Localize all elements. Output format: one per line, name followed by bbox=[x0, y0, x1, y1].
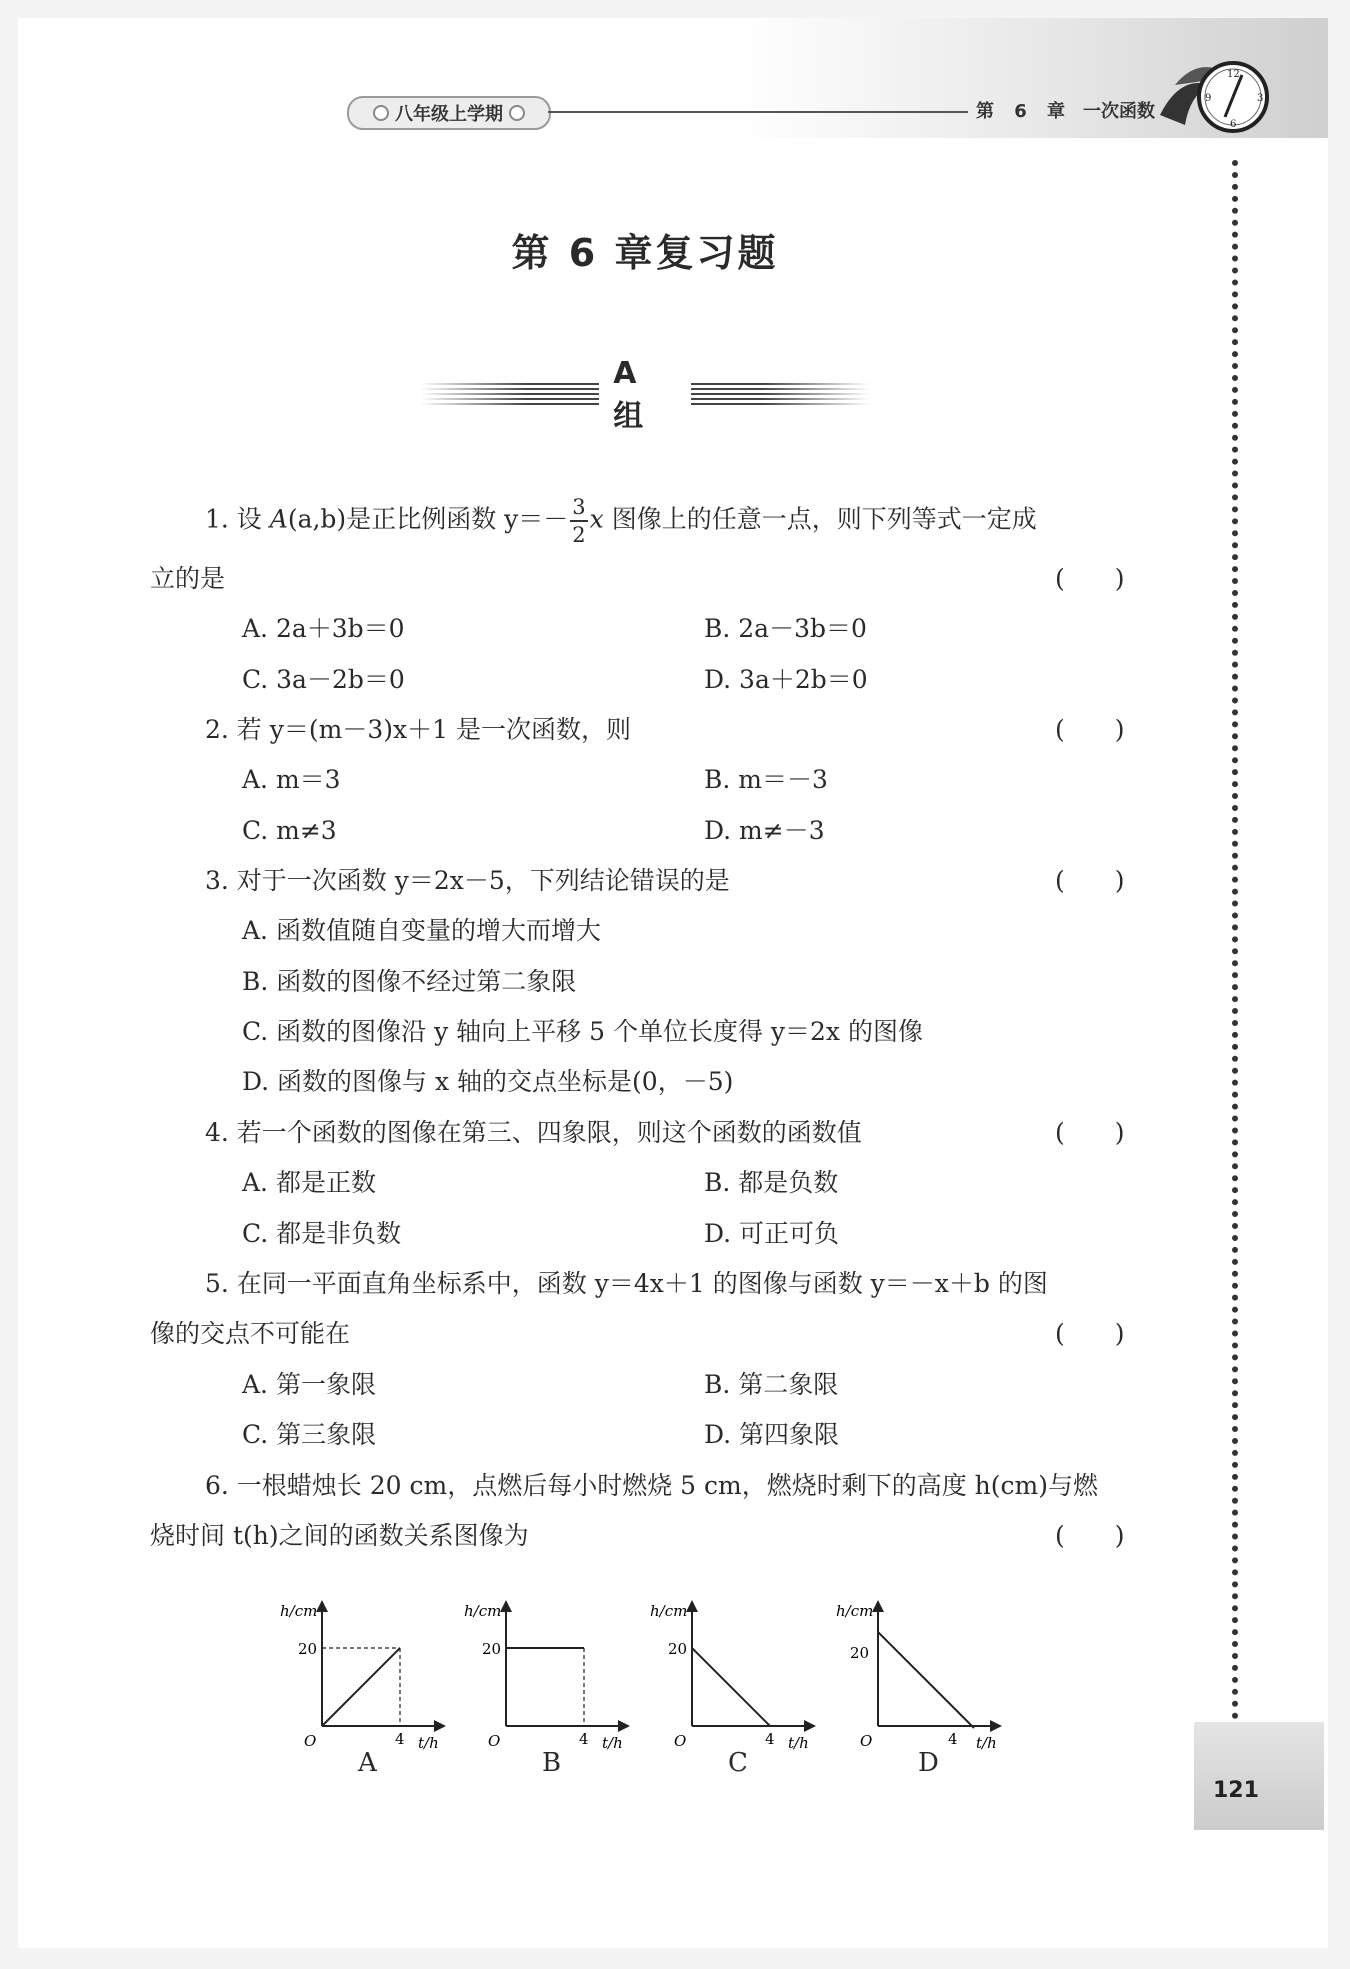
graph-d-ytick: 20 bbox=[850, 1644, 870, 1662]
graph-c-ytick: 20 bbox=[668, 1640, 688, 1658]
graph-b-xlabel: t/h bbox=[602, 1734, 623, 1752]
graph-c-origin: O bbox=[674, 1732, 687, 1750]
graph-c-ylabel: h/cm bbox=[650, 1602, 688, 1620]
pill-dot-right bbox=[509, 105, 525, 121]
graph-b bbox=[464, 1598, 644, 1758]
q2-option-d: D. m≠－3 bbox=[704, 816, 825, 845]
graph-a bbox=[280, 1598, 460, 1758]
graph-a-xlabel: t/h bbox=[418, 1734, 439, 1752]
graph-b-ylabel: h/cm bbox=[464, 1602, 502, 1620]
question-2-stem: 2. 若 y＝(m－3)x＋1 是一次函数，则 bbox=[205, 715, 631, 744]
graph-d-label: D bbox=[918, 1748, 939, 1778]
question-3-stem: 3. 对于一次函数 y＝2x－5，下列结论错误的是 bbox=[205, 866, 730, 895]
q1-point-coords: (a,b) bbox=[287, 504, 347, 534]
q5-option-a: A. 第一象限 bbox=[242, 1370, 376, 1399]
page-number: 121 bbox=[1213, 1778, 1259, 1803]
q3-option-a: A. 函数值随自变量的增大而增大 bbox=[242, 916, 601, 945]
page-number-tab bbox=[1194, 1722, 1324, 1830]
q1-point-name: A bbox=[269, 504, 288, 534]
q1-option-a: A. 2a＋3b＝0 bbox=[242, 614, 405, 643]
q4-option-d: D. 可正可负 bbox=[704, 1219, 840, 1248]
question-5-stem: 5. 在同一平面直角坐标系中，函数 y＝4x＋1 的图像与函数 y＝－x＋b 的图 bbox=[205, 1269, 1048, 1298]
svg-text:9: 9 bbox=[1205, 93, 1212, 104]
heading-stripes-left bbox=[420, 383, 599, 407]
clock-runner-icon bbox=[1150, 55, 1280, 140]
graph-a-ylabel: h/cm bbox=[280, 1602, 318, 1620]
heading-stripes-right bbox=[691, 383, 870, 407]
svg-text:6: 6 bbox=[1230, 119, 1237, 130]
graph-c-label: C bbox=[728, 1748, 748, 1778]
group-label: A 组 bbox=[613, 355, 644, 434]
q4-option-b: B. 都是负数 bbox=[704, 1168, 839, 1197]
graph-d-xtick: 4 bbox=[948, 1730, 958, 1748]
page-edge-dots bbox=[1232, 160, 1238, 1720]
question-5-stem-cont: 像的交点不可能在 bbox=[150, 1319, 351, 1348]
graph-d-ylabel: h/cm bbox=[836, 1602, 874, 1620]
question-3-answer-blank: ( ) bbox=[1055, 866, 1125, 895]
q1-text-c: 图像上的任意一点，则下列等式一定成 bbox=[603, 504, 1037, 534]
graph-b-ytick: 20 bbox=[482, 1640, 502, 1658]
graph-d-origin: O bbox=[860, 1732, 873, 1750]
graph-d-xlabel: t/h bbox=[976, 1734, 997, 1752]
question-4-answer-blank: ( ) bbox=[1055, 1118, 1125, 1147]
q2-option-a: A. m＝3 bbox=[242, 765, 341, 794]
q1-option-d: D. 3a＋2b＝0 bbox=[704, 665, 868, 694]
q4-option-a: A. 都是正数 bbox=[242, 1168, 376, 1197]
graph-a-xtick: 4 bbox=[395, 1730, 405, 1748]
graph-a-origin: O bbox=[304, 1732, 317, 1750]
question-1-stem-cont: 立的是 bbox=[150, 564, 226, 593]
chapter-title: 第 6 章复习题 bbox=[511, 231, 779, 275]
graph-b-label: B bbox=[542, 1748, 562, 1778]
graph-c-xlabel: t/h bbox=[788, 1734, 809, 1752]
q2-option-b: B. m＝－3 bbox=[704, 765, 828, 794]
q1-fraction bbox=[570, 494, 587, 548]
svg-text:12: 12 bbox=[1227, 69, 1240, 80]
graph-a-ytick: 20 bbox=[298, 1640, 318, 1658]
q1-equation-lhs: y＝－ bbox=[504, 504, 569, 534]
graph-b-origin: O bbox=[488, 1732, 501, 1750]
graph-d bbox=[836, 1598, 1016, 1758]
svg-text:3: 3 bbox=[1257, 93, 1264, 104]
q5-option-d: D. 第四象限 bbox=[704, 1420, 840, 1449]
q1-x-variable: x bbox=[589, 504, 604, 534]
q1-fraction-denominator: 2 bbox=[572, 523, 586, 547]
q1-option-b: B. 2a－3b＝0 bbox=[704, 614, 867, 643]
q3-option-b: B. 函数的图像不经过第二象限 bbox=[242, 967, 577, 996]
q1-text-b: 是正比例函数 bbox=[346, 504, 505, 534]
question-6-answer-blank: ( ) bbox=[1055, 1521, 1125, 1550]
graph-a-label: A bbox=[358, 1748, 377, 1778]
question-1-answer-blank: ( ) bbox=[1055, 564, 1125, 593]
q2-option-c: C. m≠3 bbox=[242, 816, 337, 845]
pill-dot-left bbox=[373, 105, 389, 121]
q1-option-c: C. 3a－2b＝0 bbox=[242, 665, 405, 694]
graph-b-xtick: 4 bbox=[579, 1730, 589, 1748]
graph-c bbox=[650, 1598, 830, 1758]
question-6-stem: 6. 一根蜡烛长 20 cm，点燃后每小时燃烧 5 cm，燃烧时剩下的高度 h(cm)与燃 bbox=[205, 1471, 1098, 1500]
question-6-stem-cont: 烧时间 t(h)之间的函数关系图像为 bbox=[150, 1521, 529, 1550]
q3-option-d: D. 函数的图像与 x 轴的交点坐标是(0，－5) bbox=[242, 1067, 734, 1096]
q1-fraction-numerator: 3 bbox=[570, 494, 587, 522]
q5-option-b: B. 第二象限 bbox=[704, 1370, 839, 1399]
header-chapter-label: 第 6 章 一次函数 bbox=[976, 101, 1156, 122]
group-heading bbox=[420, 355, 870, 434]
question-4-stem: 4. 若一个函数的图像在第三、四象限，则这个函数的函数值 bbox=[205, 1118, 862, 1147]
q1-text-a: 1. 设 bbox=[205, 504, 270, 534]
book-label: 八年级上学期 bbox=[395, 104, 503, 125]
q3-option-c: C. 函数的图像沿 y 轴向上平移 5 个单位长度得 y＝2x 的图像 bbox=[242, 1017, 923, 1046]
header-rule bbox=[548, 111, 968, 113]
q4-option-c: C. 都是非负数 bbox=[242, 1219, 402, 1248]
question-2-answer-blank: ( ) bbox=[1055, 715, 1125, 744]
book-label-pill bbox=[347, 96, 551, 130]
question-1-stem bbox=[205, 494, 1037, 548]
question-5-answer-blank: ( ) bbox=[1055, 1319, 1125, 1348]
graph-c-xtick: 4 bbox=[765, 1730, 775, 1748]
q5-option-c: C. 第三象限 bbox=[242, 1420, 377, 1449]
